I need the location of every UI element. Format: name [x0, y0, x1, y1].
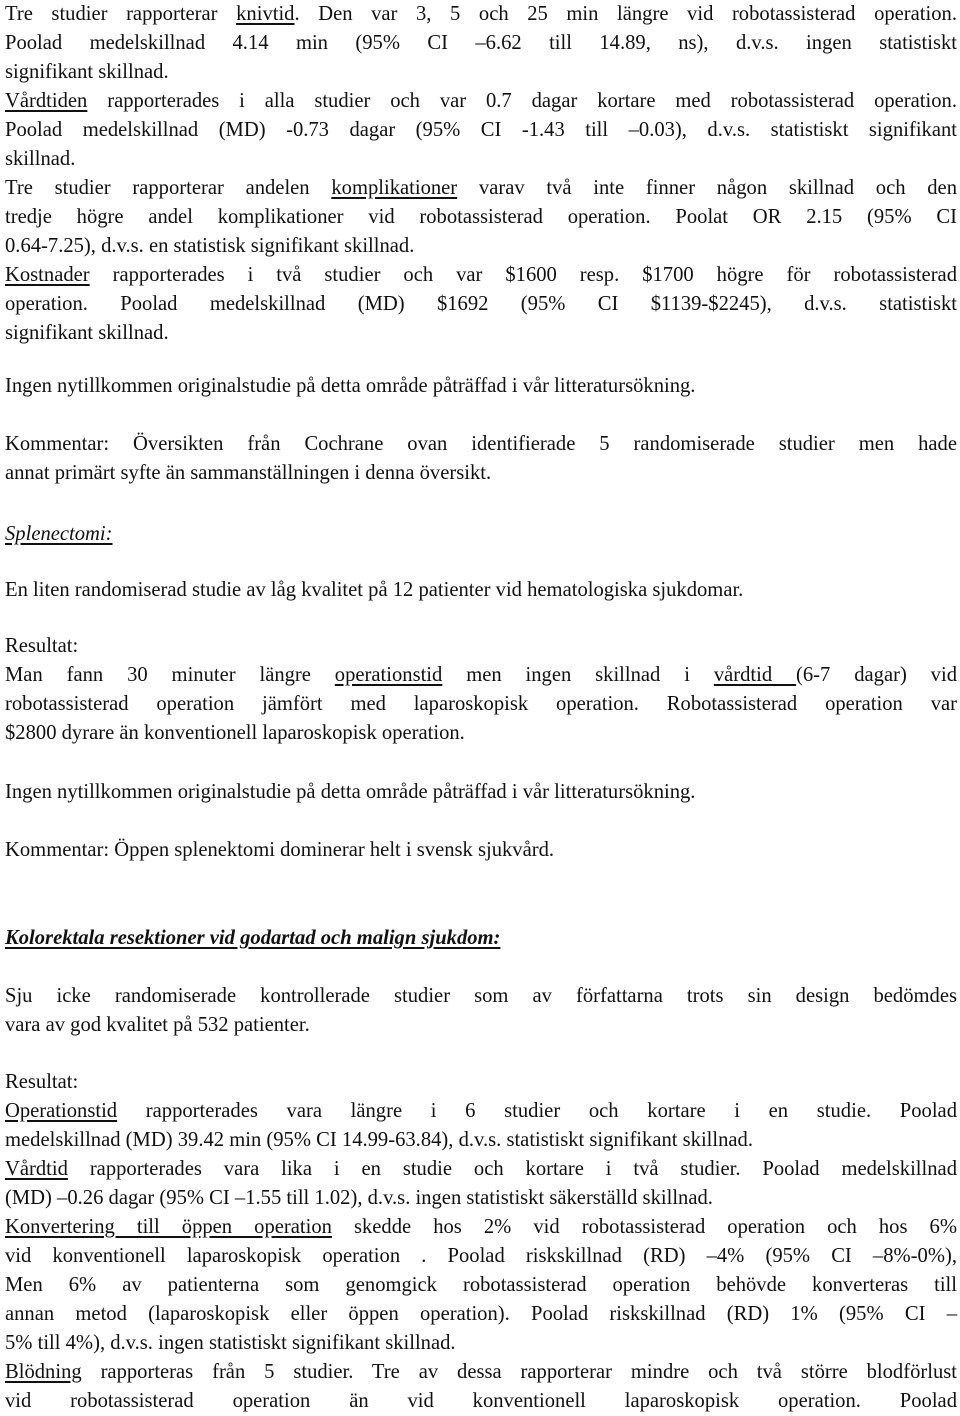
text-line: medelskillnad (MD) 39.42 min (95% CI 14.99-63.84), d.v.s. statistiskt signifikant skillnad.: [5, 1129, 753, 1151]
text-line: Man fann 30 minuter längre operationstid men ingen skillnad i vårdtid (6-7 dagar) vid: [5, 664, 957, 686]
text-line: Kommentar: Översikten från Cochrane ovan identifierade 5 randomiserade studier men hade: [5, 433, 957, 455]
text-line: Konvertering till öppen operation skedde hos 2% vid robotassisterad operation och hos 6%: [5, 1216, 957, 1238]
text-line: 0.64-7.25), d.v.s. en statistisk signifikant skillnad.: [5, 235, 415, 257]
text-line: signifikant skillnad.: [5, 61, 169, 83]
comment-block-1: [5, 430, 957, 488]
text-line: Tre studier rapporterar andelen komplikationer varav två inte finner någon skillnad och den: [5, 177, 957, 199]
no-new-study-note-2: Ingen nytillkommen originalstudie på detta område påträffad i vår litteratursökning.: [5, 781, 696, 803]
underlined-term-vardtid: vårdtid: [713, 664, 797, 686]
text-line: Blödning rapporteras från 5 studier. Tre av dessa rapporterar mindre och två större blodförlust: [5, 1361, 957, 1383]
text-line: (MD) –0.26 dagar (95% CI –1.55 till 1.02), d.v.s. ingen statistiskt säkerställd skillnad.: [5, 1187, 713, 1209]
splenectomy-results: [5, 632, 957, 748]
section-heading-kolorektala: Kolorektala resektioner vid godartad och malign sjukdom:: [5, 927, 501, 949]
text-line: 5% till 4%), d.v.s. ingen statistiskt signifikant skillnad.: [5, 1332, 456, 1354]
text-line: vid konventionell laparoskopisk operation . Poolad riskskillnad (RD) –4% (95% CI –8%-0%),: [5, 1245, 957, 1267]
text-line: Men 6% av patienterna som genomgick robotassisterad operation behövde konverteras till: [5, 1274, 957, 1296]
text-line: signifikant skillnad.: [5, 322, 169, 344]
text-line: vid robotassisterad operation än vid konventionell laparoskopisk operation. Poolad: [5, 1390, 957, 1412]
text-line: Sju icke randomiserade kontrollerade studier som av författarna trots sin design bedömdes: [5, 985, 957, 1007]
text-line: tredje högre andel komplikationer vid robotassisterad operation. Poolat OR 2.15 (95% CI: [5, 206, 957, 228]
text-line: vara av god kvalitet på 532 patienter.: [5, 1014, 310, 1036]
text-line: Vårdtid rapporterades vara lika i en studie och kortare i två studier. Poolad medelskillnad: [5, 1158, 957, 1180]
underlined-term-kostnader: Kostnader: [5, 264, 90, 286]
comment-block-2: Kommentar: Öppen splenektomi dominerar helt i svensk sjukvård.: [5, 839, 555, 861]
text-line: Poolad medelskillnad 4.14 min (95% CI –6.62 till 14.89, ns), d.v.s. ingen statistiskt: [5, 32, 957, 54]
text-line: Tre studier rapporterar knivtid. Den var 3, 5 och 25 min längre vid robotassisterad operation.: [5, 3, 957, 25]
text-line: skillnad.: [5, 148, 76, 170]
text-line: $2800 dyrare än konventionell laparoskopisk operation.: [5, 722, 465, 744]
splenectomy-study: En liten randomiserad studie av låg kvalitet på 12 patienter vid hematologiska sjukdomar.: [5, 579, 744, 601]
underlined-term-operationstid: operationstid: [334, 664, 443, 686]
underlined-term-konvertering: Konvertering till öppen operation: [5, 1216, 332, 1238]
text-line: robotassisterad operation jämfört med laparoskopisk operation. Robotassisterad operation var: [5, 693, 957, 715]
underlined-term-vardtiden: Vårdtiden: [5, 90, 88, 112]
text-line: Operationstid rapporterades vara längre i 6 studier och kortare i en studie. Poolad: [5, 1100, 957, 1122]
text-line: Vårdtiden rapporterades i alla studier och var 0.7 dagar kortare med robotassisterad operation.: [5, 90, 957, 112]
results-block-1: [5, 0, 957, 348]
underlined-term-operationstid: Operationstid: [5, 1100, 118, 1122]
result-label: Resultat:: [5, 635, 79, 657]
no-new-study-note-1: Ingen nytillkommen originalstudie på detta område påträffad i vår litteratursökning.: [5, 375, 696, 397]
underlined-term-blodning: Blödning: [5, 1361, 82, 1383]
text-line: annan metod (laparoskopisk eller öppen operation). Poolad riskskillnad (RD) 1% (95% CI –: [5, 1303, 957, 1325]
underlined-term-komplikationer: komplikationer: [331, 177, 458, 199]
underlined-term-knivtid: knivtid: [236, 3, 295, 25]
text-line: annat primärt syfte än sammanställningen i denna översikt.: [5, 462, 492, 484]
underlined-term-vardtid: Vårdtid: [5, 1158, 68, 1180]
colorectal-results: [5, 1068, 957, 1416]
result-label: Resultat:: [5, 1071, 79, 1093]
text-line: Poolad medelskillnad (MD) -0.73 dagar (95% CI -1.43 till –0.03), d.v.s. statistiskt signifikant: [5, 119, 957, 141]
text-line: operation. Poolad medelskillnad (MD) $1692 (95% CI $1139-$2245), d.v.s. statistiskt: [5, 293, 957, 315]
text-line: Kostnader rapporterades i två studier och var $1600 resp. $1700 högre för robotassisterad: [5, 264, 957, 286]
section-heading-splenectomi: Splenectomi:: [5, 523, 113, 545]
colorectal-studies: [5, 982, 957, 1040]
